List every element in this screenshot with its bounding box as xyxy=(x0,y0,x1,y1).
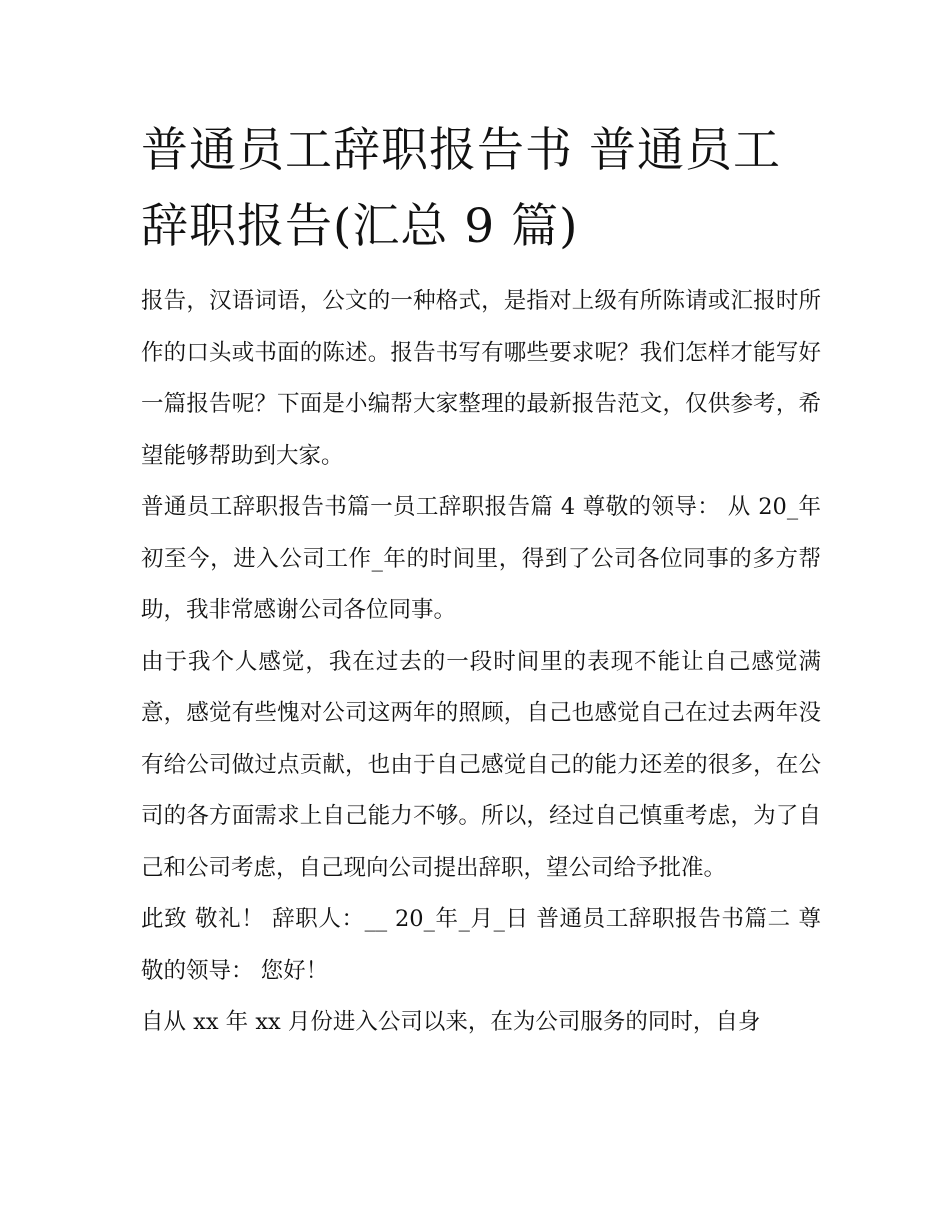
paragraph-resignation-reason: 由于我个人感觉，我在过去的一段时间里的表现不能让自己感觉满意，感觉有些愧对公司这两年的照顾，自己也感觉自己在过去两年没有给公司做过点贡献，也由于自己感觉自己的能力还差的很多，在公司的各方面需求上自己能力不够。所以，经过自己慎重考虑，为了自己和公司考虑，自己现向公司提出辞职，望公司给予批准。 xyxy=(141,648,821,881)
paragraph-intro: 报告，汉语词语，公文的一种格式，是指对上级有所陈请或汇报时所作的口头或书面的陈述。报告书写有哪些要求呢？我们怎样才能写好一篇报告呢？下面是小编帮大家整理的最新报告范文，仅供参考，希望能够帮助到大家。 xyxy=(141,288,821,469)
paragraph-closing-and-letter-two: 此致 敬礼！ 辞职人：__ 20_年_月_日 普通员工辞职报告书篇二 尊敬的领导： 您好！ xyxy=(141,906,821,984)
paragraph-letter-two-body: 自从 xx 年 xx 月份进入公司以来，在为公司服务的同时，自身 xyxy=(141,1009,761,1035)
document-body xyxy=(141,276,821,1049)
paragraph-letter-one-opening: 普通员工辞职报告书篇一员工辞职报告篇 4 尊敬的领导： 从 20_年初至今，进入公司工作_年的时间里，得到了公司各位同事的多方帮助，我非常感谢公司各位同事。 xyxy=(141,494,821,623)
document-title: 普通员工辞职报告书 普通员工辞职报告(汇总 9 篇) xyxy=(141,123,781,254)
